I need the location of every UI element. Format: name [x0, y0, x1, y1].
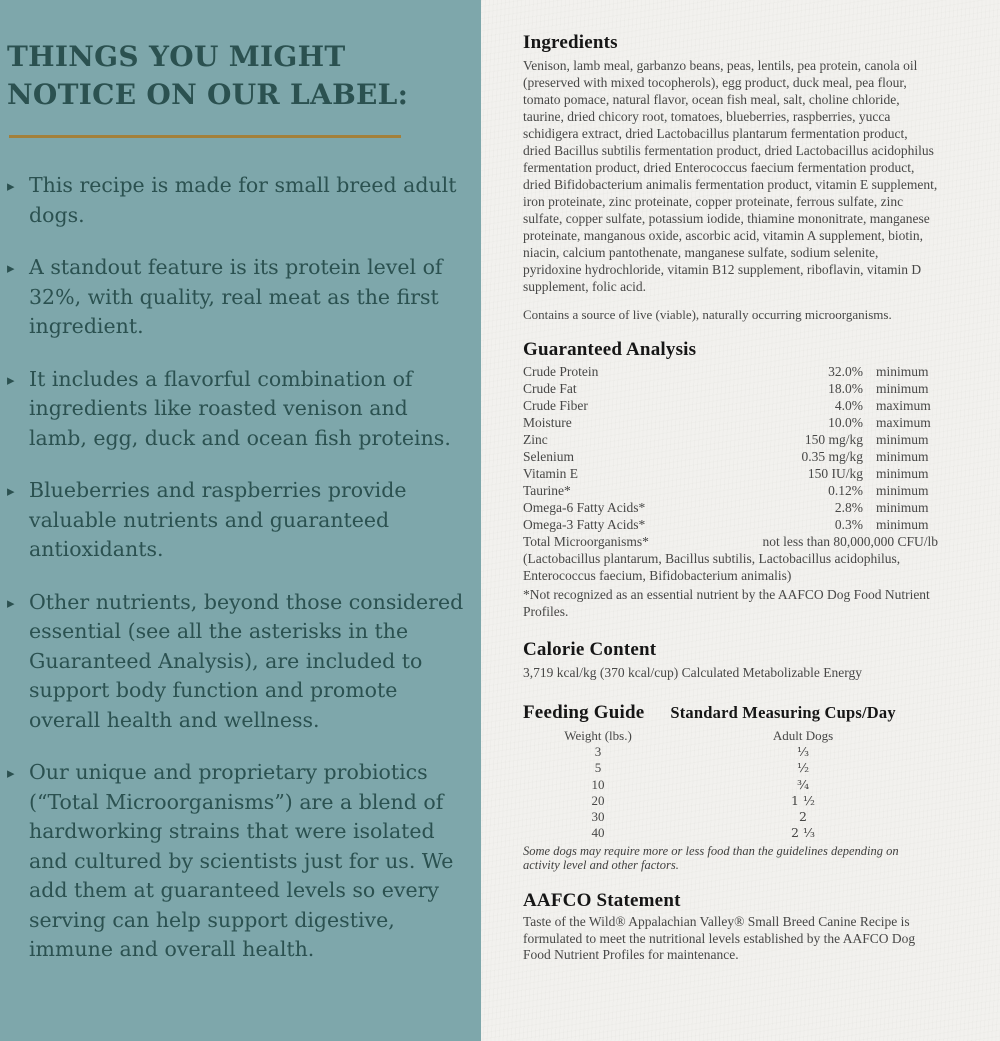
nutrient-value: 2.8%: [834, 500, 863, 515]
table-row: [523, 397, 938, 414]
nutrient-qualifier: maximum: [876, 398, 931, 413]
nutrient-value: 4.0%: [834, 398, 863, 413]
feeding-guide-column-headers: [523, 728, 938, 744]
nutrient-value: 150 mg/kg: [804, 432, 863, 447]
weight-value: 40: [591, 825, 605, 841]
label-facts-panel: [481, 0, 1000, 1041]
nutrient-label: Crude Fiber: [523, 398, 588, 413]
table-row: [523, 516, 938, 533]
weight-value: 5: [594, 760, 602, 776]
weight-value: 10: [591, 776, 605, 792]
nutrient-qualifier: minimum: [876, 432, 929, 447]
nutrient-value: 0.12%: [828, 483, 863, 498]
bullet-text: It includes a flavorful combination of ingredients like roasted venison and lamb, egg, duck and ocean fish proteins.: [29, 366, 451, 450]
aafco-statement-section: [523, 889, 938, 964]
nutrient-label: Vitamin E: [523, 466, 579, 481]
triangle-bullet-icon: ▸: [7, 764, 15, 782]
nutrient-value: 0.35 mg/kg: [801, 449, 863, 464]
calorie-content-section: [523, 638, 938, 681]
nutrient-qualifier: minimum: [876, 449, 929, 464]
feeding-guide-header: [523, 701, 938, 724]
nutrient-qualifier: maximum: [876, 415, 931, 430]
nutrient-label: Zinc: [523, 432, 548, 447]
table-row: [523, 777, 938, 793]
nutrient-value: 10.0%: [828, 415, 863, 430]
list-item: [7, 476, 471, 565]
asterisk-footnote: *Not recognized as an essential nutrient by the AAFCO Dog Food Nutrient Profiles.: [523, 587, 930, 619]
table-row: [523, 825, 938, 841]
table-row: [523, 380, 938, 397]
table-row: [523, 414, 938, 431]
table-row: [523, 744, 938, 760]
table-row: [523, 465, 938, 482]
list-item: [7, 758, 471, 965]
list-item: [7, 588, 471, 736]
nutrient-qualifier: minimum: [876, 364, 929, 379]
cups-column-header: Adult Dogs: [772, 728, 834, 743]
nutrient-value: 0.3%: [834, 517, 863, 532]
nutrient-qualifier: minimum: [876, 466, 929, 481]
ingredients-list: Venison, lamb meal, garbanzo beans, peas, lentils, pea protein, canola oil (preserved with mixed tocopherols), egg product, duck meal, pea flour, tomato pomace, natural flavor, ocean fish meal, salt, choline chloride, taurine, dried chicory root, tomatoes, blueberries, raspberries, yucca schidigera extract, dried Lactobacillus plantarum fermentation product, dried Bacillus subtilis fermentation product, dried Lactobacillus acidophilus fermentation product, dried Enterococcus faecium fermentation product, dried Bifidobacterium animalis fermentation product, vitamin E supplement, iron proteinate, zinc proteinate, copper proteinate, ferrous sulfate, zinc sulfate, copper sulfate, potassium iodide, thiamine mononitrate, manganese proteinate, manganous oxide, ascorbic acid, vitamin A supplement, biotin, niacin, calcium pantothenate, manganese sulfate, sodium selenite, pyridoxine hydrochloride, vitamin B12 supplement, riboflavin, vitamin D supplement, folic acid.: [523, 58, 938, 294]
nutrient-qualifier: minimum: [876, 381, 929, 396]
nutrient-label: Crude Fat: [523, 381, 577, 396]
nutrient-label: Selenium: [523, 449, 574, 464]
table-row: [523, 793, 938, 809]
organisms-list: (Lactobacillus plantarum, Bacillus subtilis, Lactobacillus acidophilus, Enterococcus faecium, Bifidobacterium animalis): [523, 551, 901, 583]
nutrient-qualifier: minimum: [876, 517, 929, 532]
contains-note: Contains a source of live (viable), naturally occurring microorganisms.: [523, 307, 892, 322]
feeding-guide-section: [523, 701, 938, 872]
ingredients-section: [523, 31, 938, 323]
nutrient-label: Omega-3 Fatty Acids*: [523, 517, 646, 532]
nutrient-label: Taurine*: [523, 483, 571, 498]
weight-value: 30: [591, 809, 605, 825]
table-row: [523, 499, 938, 516]
guaranteed-analysis-section: [523, 338, 938, 620]
nutrient-value: 18.0%: [828, 381, 863, 396]
guaranteed-analysis-title: Guaranteed Analysis: [523, 339, 697, 360]
nutrient-label: Moisture: [523, 415, 572, 430]
nutrient-value: not less than 80,000,000 CFU/lb: [762, 534, 938, 549]
table-row: [523, 482, 938, 499]
nutrient-label: Crude Protein: [523, 364, 599, 379]
triangle-bullet-icon: ▸: [7, 370, 15, 389]
table-row: [523, 760, 938, 776]
calorie-content-title: Calorie Content: [523, 639, 657, 660]
table-row: [523, 448, 938, 465]
total-microorganisms-row: [523, 533, 938, 550]
nutrient-qualifier: minimum: [876, 483, 929, 498]
cups-value: 2 ⅓: [790, 825, 816, 841]
triangle-bullet-icon: ▸: [7, 482, 15, 500]
bullet-text: Other nutrients, beyond those considered essential (see all the asterisks in the Guaranteed Analysis), are included to support body function and promote overall health and wellness.: [29, 589, 464, 732]
nutrient-qualifier: minimum: [876, 500, 929, 515]
feeding-guide-note: Some dogs may require more or less food than the guidelines depending on activity level and other factors.: [523, 844, 899, 872]
callout-bullet-list: [7, 171, 471, 965]
table-row: [523, 363, 938, 380]
nutrient-label: Omega-6 Fatty Acids*: [523, 500, 646, 515]
nutrient-value: 32.0%: [828, 364, 863, 379]
gold-divider: [9, 135, 401, 138]
triangle-bullet-icon: ▸: [7, 259, 15, 277]
weight-value: 20: [591, 792, 605, 808]
feeding-guide-title: Feeding Guide: [523, 702, 645, 723]
triangle-bullet-icon: ▸: [7, 593, 15, 612]
aafco-statement-text: Taste of the Wild® Appalachian Valley® Small Breed Canine Recipe is formulated to meet the nutritional levels established by the AAFCO Dog Food Nutrient Profiles for maintenance.: [523, 914, 916, 963]
table-row: [523, 809, 938, 825]
cups-value: 1 ½: [790, 792, 816, 808]
triangle-bullet-icon: ▸: [7, 177, 15, 195]
bullet-text: A standout feature is its protein level of 32%, with quality, real meat as the first ingredient.: [29, 255, 443, 338]
table-row: [523, 431, 938, 448]
nutrient-value: 150 IU/kg: [807, 466, 863, 481]
feeding-guide-subtitle: Standard Measuring Cups/Day: [670, 703, 896, 722]
cups-value: ½: [796, 760, 810, 776]
list-item: [7, 171, 471, 230]
list-item: [7, 365, 471, 454]
bullet-text: This recipe is made for small breed adult dogs.: [29, 173, 457, 227]
ingredients-title: Ingredients: [523, 32, 618, 53]
cups-value: ¾: [796, 776, 810, 792]
weight-value: 3: [594, 744, 602, 760]
label-callouts-panel: [0, 0, 481, 1041]
cups-value: 2: [799, 809, 807, 825]
list-item: [7, 253, 471, 342]
nutrient-label: Total Microorganisms*: [523, 534, 649, 549]
panel-heading: THINGS YOU MIGHT NOTICE ON OUR LABEL:: [7, 40, 409, 111]
calorie-content-value: 3,719 kcal/kg (370 kcal/cup) Calculated Metabolizable Energy: [523, 665, 863, 680]
cups-value: ⅓: [796, 744, 810, 760]
bullet-text: Our unique and proprietary probiotics (“Total Microorganisms”) are a blend of hardworking strains that were isolated and cultured by scientists just for us. We add them at guaranteed levels so every serving can help support digestive, immune and overall health.: [29, 760, 454, 961]
aafco-statement-title: AAFCO Statement: [523, 890, 681, 912]
weight-column-header: Weight (lbs.): [564, 728, 632, 743]
bullet-text: Blueberries and raspberries provide valuable nutrients and guaranteed antioxidants.: [29, 478, 407, 561]
guaranteed-analysis-table: [523, 363, 938, 620]
